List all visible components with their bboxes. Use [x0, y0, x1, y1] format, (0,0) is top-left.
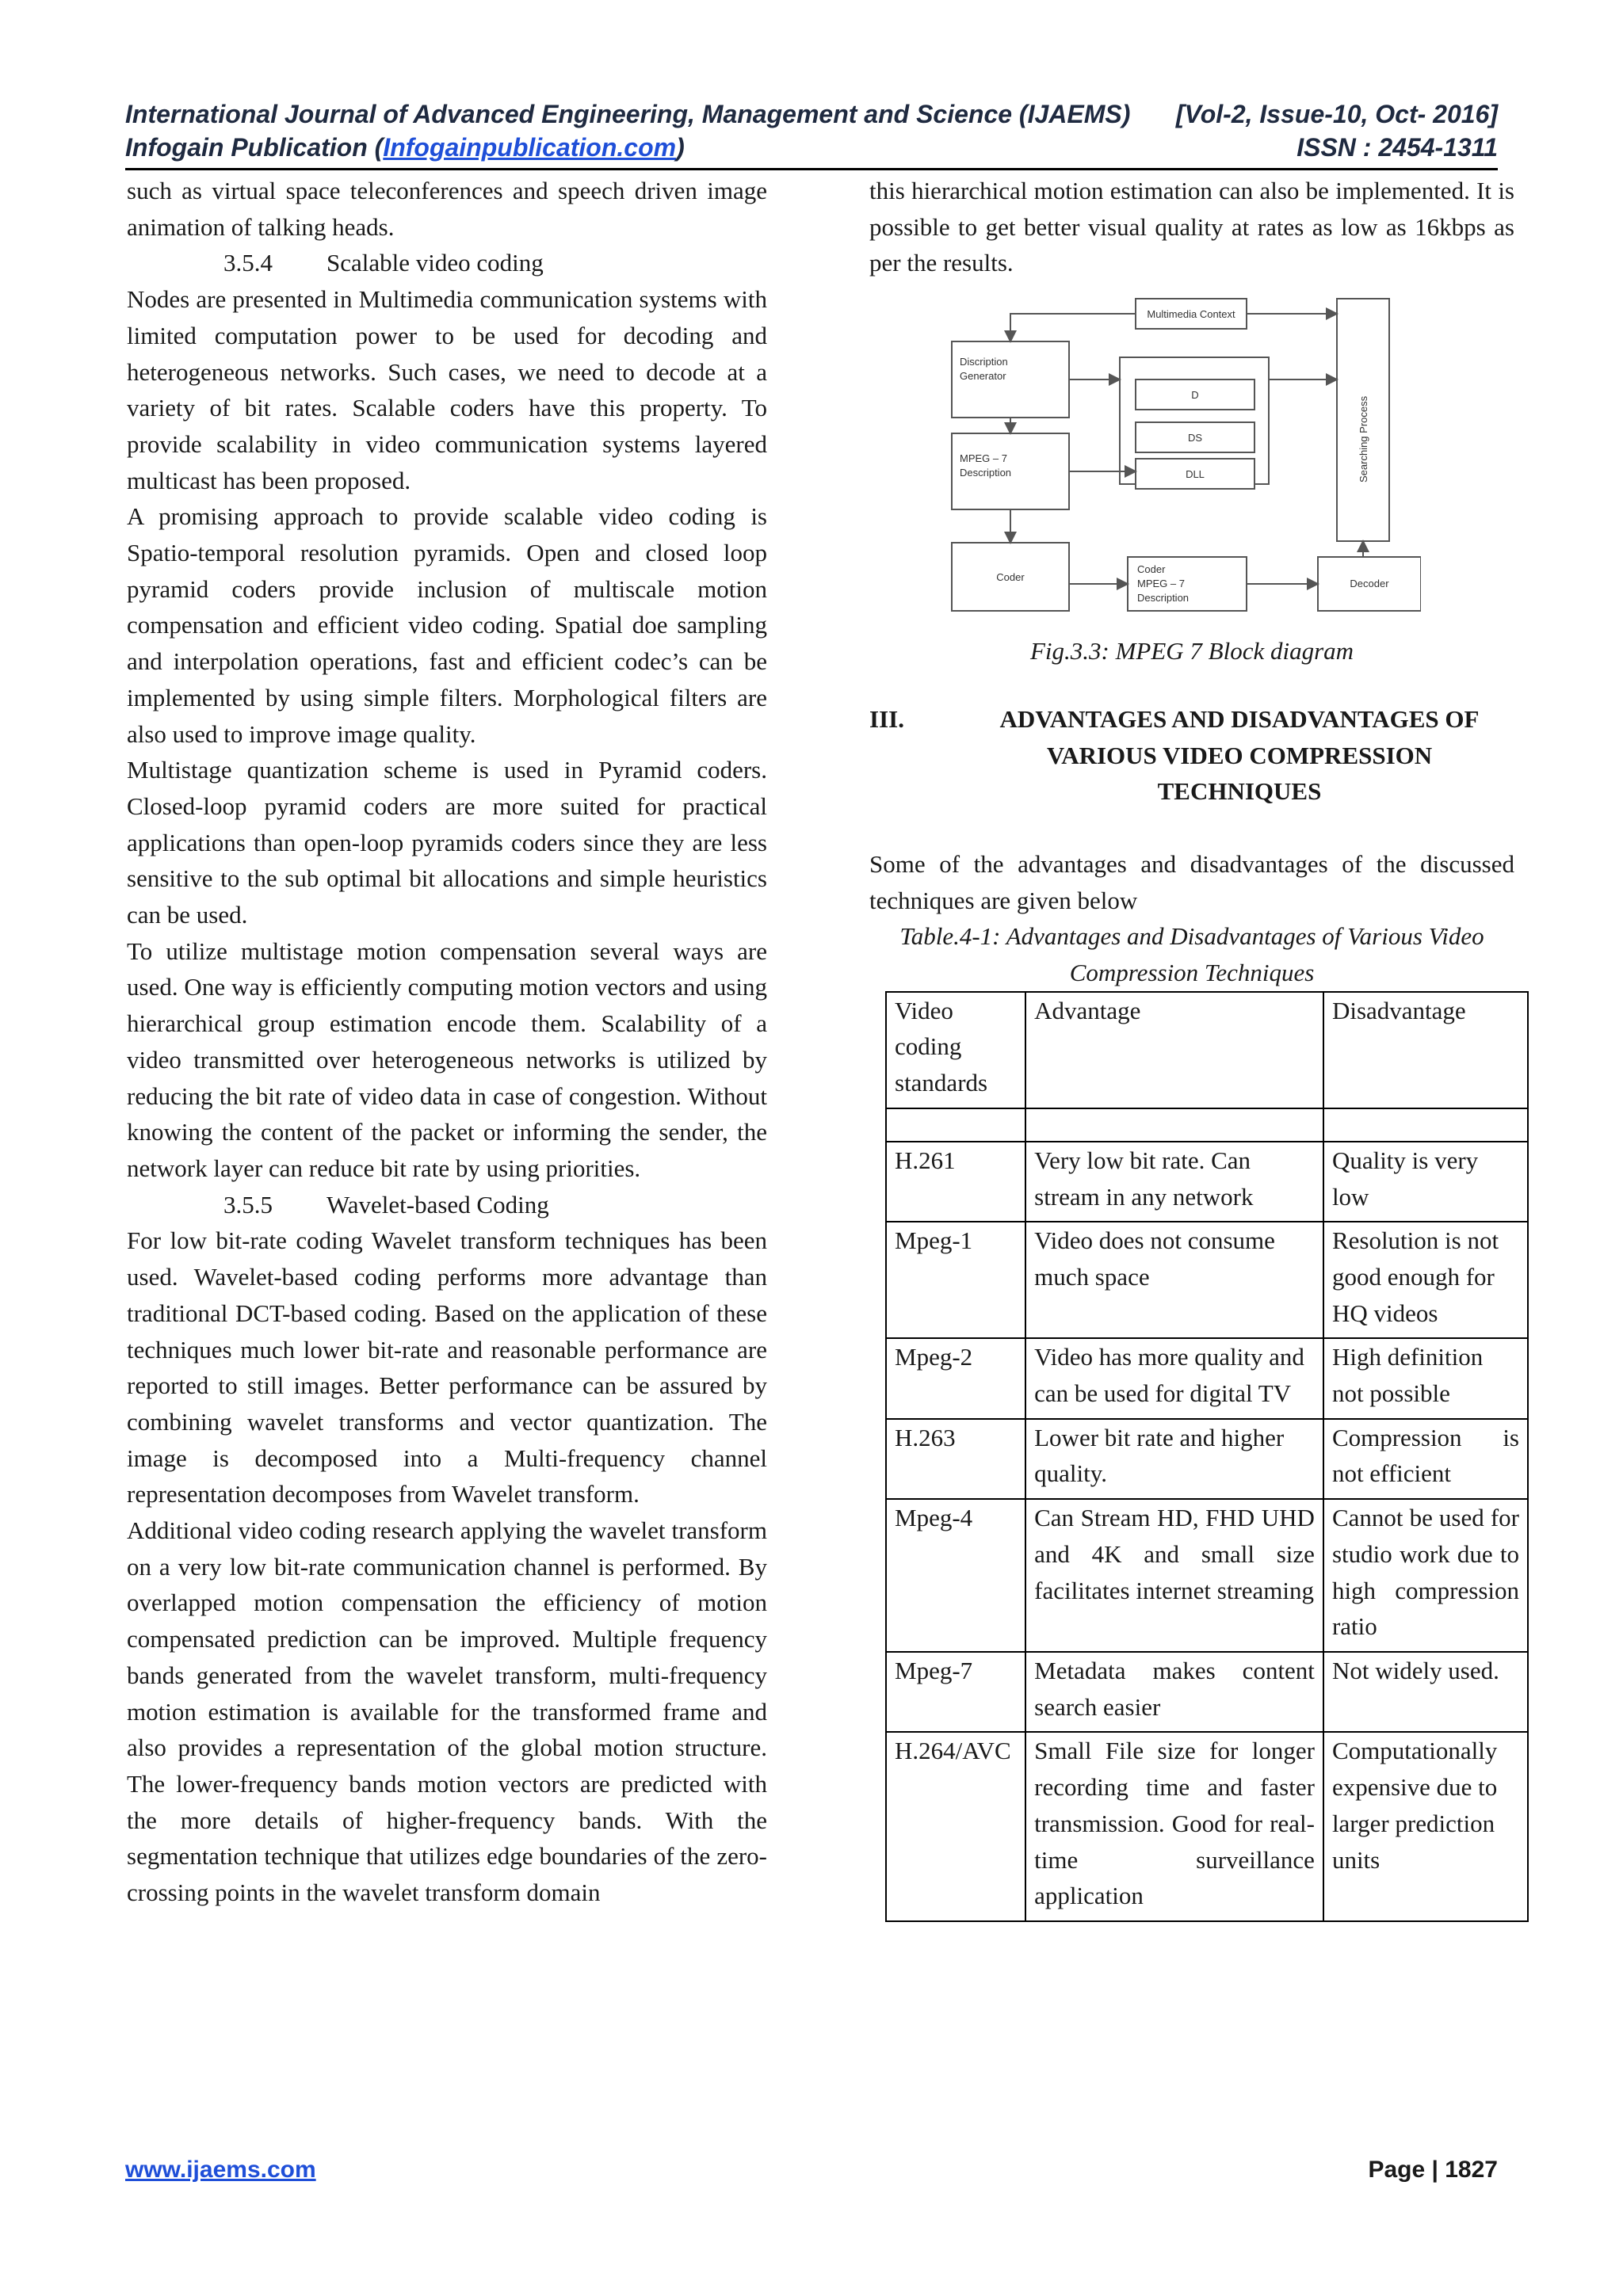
spacer-cell	[1323, 1108, 1528, 1142]
table-row	[886, 1222, 1528, 1338]
paragraph: Additional video coding research applying the wavelet transform on a very low bit-rate communication channel is performed. By overlapped motion compensation the efficiency of motion compensated prediction can be improved. Multiple frequency bands generated from the wavelet transform, multi-frequency motion estimation is available for the transformed frame and also provides a representation of the global motion structure. The lower-frequency bands motion vectors are predicted with the more details of higher-frequency bands. With the segmentation technique that utilizes edge boundaries of the zero-crossing points in the wavelet transform domain	[127, 1516, 767, 1907]
coder-label: Coder	[996, 571, 1025, 584]
journal-header	[125, 100, 1498, 129]
publisher-header	[125, 133, 1498, 162]
subsection-3-5-4-heading	[127, 245, 767, 281]
table-row	[886, 1419, 1528, 1499]
paragraph: For low bit-rate coding Wavelet transform techniques has been used. Wavelet-based coding performs more advantage than traditional DCT-based coding. Based on the application of these techniques much lower bit-rate and reasonable performance are reported to still images. Better performance can be assured by combining wavelet transforms and vector quantization. The image is decomposed into a Multi-frequency channel representation decomposes from Wavelet transform.	[127, 1226, 767, 1508]
disadvantage-cell: High definition not possible	[1323, 1338, 1528, 1418]
left-column	[127, 173, 767, 1911]
table-row	[886, 1499, 1528, 1652]
header-cell-standards: Video coding standards	[886, 992, 1025, 1108]
publisher-link[interactable]: Infogainpublication.com	[383, 133, 677, 162]
section-heading	[869, 701, 1514, 810]
page-footer	[125, 2157, 1498, 2183]
subsection-3-5-5-heading	[127, 1187, 767, 1223]
table-caption: Table.4-1: Advantages and Disadvantages of Various Video Compression Techniques	[899, 922, 1484, 987]
table-row	[886, 1732, 1528, 1921]
disadvantage-cell: Computationally expensive due to larger prediction units	[1323, 1732, 1528, 1921]
table-row	[886, 1338, 1528, 1418]
standard-cell: Mpeg-7	[886, 1652, 1025, 1732]
subsection-title: Wavelet-based Coding	[327, 1190, 549, 1219]
advantage-cell: Video has more quality and can be used for digital TV	[1025, 1338, 1323, 1418]
subsection-title: Scalable video coding	[327, 249, 544, 277]
disadvantage-cell: Compression is not efficient	[1323, 1419, 1528, 1499]
comparison-table	[885, 991, 1529, 1922]
coder-mpeg-label-1: Coder	[1137, 563, 1166, 576]
header-cell-advantage: Advantage	[1025, 992, 1323, 1108]
standard-cell: Mpeg-4	[886, 1499, 1025, 1652]
disadvantage-cell: Quality is very low	[1323, 1142, 1528, 1222]
paragraph-continued: this hierarchical motion estimation can also be implemented. It is possible to get better visual quality at rates as low as 16kbps as per the results.	[869, 177, 1514, 277]
paragraph: Multistage quantization scheme is used in Pyramid coders. Closed-loop pyramid coders are more suited for practical applications than open-loop pyramids coders since they are less sensitive to the sub optimal bit allocations and simple heuristics can be used.	[127, 756, 767, 929]
standard-cell: H.261	[886, 1142, 1025, 1222]
paragraph-intro: such as virtual space teleconferences and speech driven image animation of talking heads.	[127, 177, 767, 241]
advantage-cell: Very low bit rate. Can stream in any network	[1025, 1142, 1323, 1222]
table-row	[886, 1142, 1528, 1222]
advantage-cell: Lower bit rate and higher quality.	[1025, 1419, 1323, 1499]
issn: ISSN : 2454-1311	[1296, 133, 1498, 162]
section-title: ADVANTAGES AND DISADVANTAGES OF VARIOUS VIDEO COMPRESSION TECHNIQUES	[999, 704, 1480, 806]
dll-label: DLL	[1186, 468, 1205, 481]
spacer-cell	[1025, 1108, 1323, 1142]
diagram-svg	[914, 292, 1421, 633]
table-intro-paragraph: Some of the advantages and disadvantages of the discussed techniques are given below	[869, 849, 1514, 914]
figure-caption: Fig.3.3: MPEG 7 Block diagram	[1029, 637, 1354, 666]
advantage-cell: Metadata makes content search easier	[1025, 1652, 1323, 1732]
ds-label: DS	[1187, 432, 1203, 444]
standard-cell: H.263	[886, 1419, 1025, 1499]
paragraph: To utilize multistage motion compensation several ways are used. One way is efficiently computing motion vectors and using hierarchical group estimation encode them. Scalability of a video transmitted over heterogeneous networks is utilized by reducing the bit rate of video data in case of congestion. Without knowing the content of the packet or informing the sender, the network layer can reduce bit rate by using priorities.	[127, 936, 767, 1182]
table-header-row	[886, 992, 1528, 1108]
page-number: Page | 1827	[1368, 2157, 1498, 2183]
advantage-cell: Small File size for longer recording time and faster transmission. Good for real-time surveillance application	[1025, 1732, 1323, 1921]
multimedia-context-label: Multimedia Context	[1147, 308, 1235, 321]
paragraph: Nodes are presented in Multimedia communication systems with limited computation power to be used for decoding and heterogeneous networks. Such cases, we need to decode at a variety of bit rates. Scalable coders have this property. To provide scalability in video communication systems layered multicast has been proposed.	[127, 285, 767, 494]
mpeg7-block-diagram	[914, 292, 1421, 633]
website-link[interactable]: www.ijaems.com	[125, 2157, 316, 2183]
header-cell-disadvantage: Disadvantage	[1323, 992, 1528, 1108]
mpeg7-label-2: Description	[960, 467, 1012, 479]
decoder-label: Decoder	[1350, 578, 1389, 590]
searching-process-label: Searching Process	[1358, 395, 1369, 483]
advantage-cell: Can Stream HD, FHD UHD and 4K and small size facilitates internet streaming	[1025, 1499, 1323, 1652]
subsection-number: 3.5.4	[223, 249, 273, 277]
disadvantage-cell: Resolution is not good enough for HQ videos	[1323, 1222, 1528, 1338]
table-row	[886, 1652, 1528, 1732]
coder-mpeg-label-2: MPEG – 7	[1137, 578, 1185, 590]
standard-cell: H.264/AVC	[886, 1732, 1025, 1921]
volume-info: [Vol-2, Issue-10, Oct- 2016]	[1175, 100, 1498, 128]
disadvantage-cell: Not widely used.	[1323, 1652, 1528, 1732]
disadvantage-cell: Cannot be used for studio work due to high compression ratio	[1323, 1499, 1528, 1652]
publisher-suffix: )	[676, 133, 685, 162]
standard-cell: Mpeg-2	[886, 1338, 1025, 1418]
discription-label-1: Discription	[960, 356, 1008, 368]
right-column	[869, 173, 1519, 1922]
discription-label-2: Generator	[960, 370, 1006, 383]
coder-mpeg-label-3: Description	[1137, 592, 1190, 605]
mpeg7-label-1: MPEG – 7	[960, 452, 1007, 465]
publisher-prefix: Infogain Publication (	[125, 133, 384, 162]
header-rule	[125, 168, 1498, 170]
paragraph: A promising approach to provide scalable video coding is Spatio-temporal resolution pyramids. Open and closed loop pyramid coders provide inclusion of multiscale motion compensation and efficient video coding. Spatial doe sampling and interpolation operations, fast and efficient codec’s can be implemented by using simple filters. Morphological filters are also used to improve image quality.	[127, 502, 767, 748]
advantage-cell: Video does not consume much space	[1025, 1222, 1323, 1338]
section-number: III.	[869, 704, 904, 733]
standard-cell: Mpeg-1	[886, 1222, 1025, 1338]
spacer-cell	[886, 1108, 1025, 1142]
journal-title: International Journal of Advanced Engineering, Management and Science (IJAEMS)	[125, 100, 1131, 128]
d-label: D	[1191, 389, 1199, 402]
subsection-number: 3.5.5	[223, 1190, 273, 1219]
